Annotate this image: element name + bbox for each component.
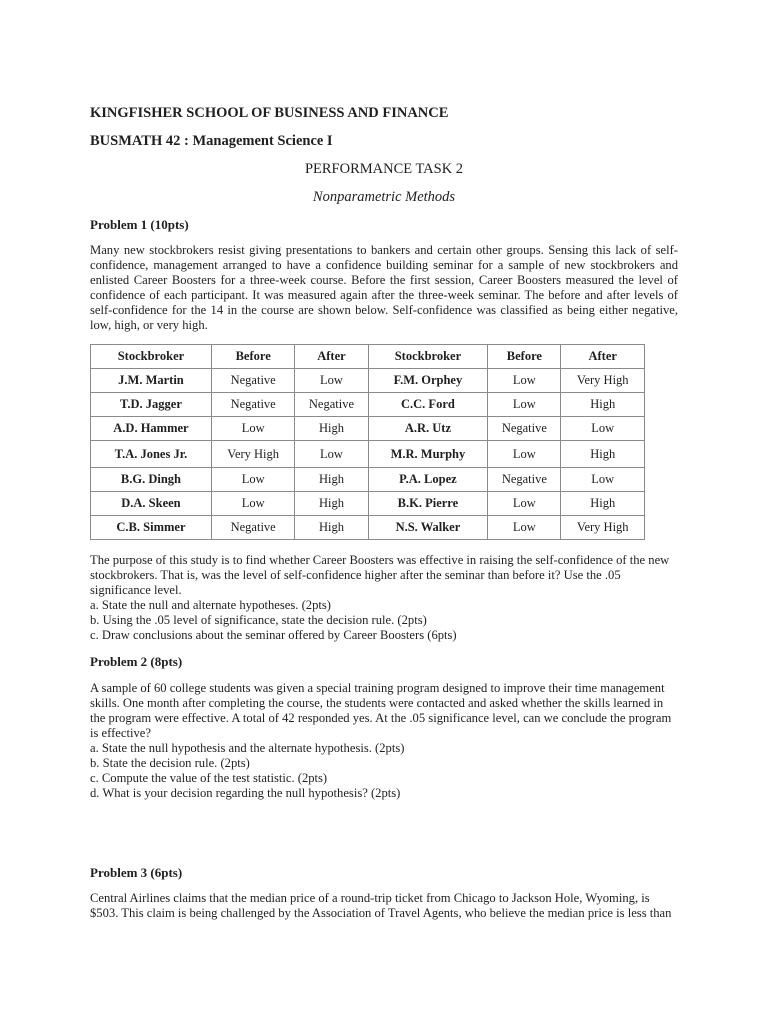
- table-cell: Very High: [561, 369, 645, 393]
- problem3-title: Problem 3 (6pts): [90, 865, 183, 880]
- table-cell: A.R. Utz: [368, 417, 488, 441]
- task-title: PERFORMANCE TASK 2: [304, 161, 464, 177]
- problem1-title: Problem 1 (10pts): [90, 217, 189, 232]
- table-cell: Low: [561, 468, 645, 492]
- table-row: [91, 492, 645, 516]
- table-cell: Low: [488, 441, 561, 468]
- problem2-item-c: c. Compute the value of the test statistic. (2pts): [90, 771, 328, 785]
- problem2-item-b: b. State the decision rule. (2pts): [90, 756, 250, 770]
- problem2-title: Problem 2 (8pts): [90, 654, 183, 669]
- table-cell: Very High: [211, 441, 295, 468]
- col-header: Stockbroker: [91, 345, 212, 369]
- table-cell: Negative: [211, 393, 295, 417]
- col-header: Stockbroker: [368, 345, 488, 369]
- problem1-item-c: c. Draw conclusions about the seminar offered by Career Boosters (6pts): [90, 628, 457, 642]
- table-cell: Negative: [488, 417, 561, 441]
- problem2-body: [90, 681, 678, 801]
- problem2-item-a: a. State the null hypothesis and the alternate hypothesis. (2pts): [90, 741, 405, 755]
- table-cell: P.A. Lopez: [368, 468, 488, 492]
- table-cell: Low: [488, 516, 561, 540]
- confidence-table: [90, 344, 645, 540]
- table-cell: C.B. Simmer: [91, 516, 212, 540]
- table-cell: Negative: [295, 393, 368, 417]
- table-header-row: [91, 345, 645, 369]
- course-title: BUSMATH 42 : Management Science I: [90, 133, 333, 149]
- table-cell: Low: [561, 417, 645, 441]
- table-cell: Low: [488, 393, 561, 417]
- table-row: [91, 441, 645, 468]
- table-row: [91, 468, 645, 492]
- table-cell: T.A. Jones Jr.: [91, 441, 212, 468]
- problem3-intro: Central Airlines claims that the median price of a round-trip ticket from Chicago to Jackson Hole, Wyoming, is $503. This claim is being challenged by the Association of Travel Agents, who believe the median price is less than: [90, 891, 672, 920]
- table-cell: High: [295, 417, 368, 441]
- table-cell: Very High: [561, 516, 645, 540]
- problem1-item-a: a. State the null and alternate hypotheses. (2pts): [90, 598, 331, 612]
- col-header: Before: [488, 345, 561, 369]
- table-cell: N.S. Walker: [368, 516, 488, 540]
- table-cell: Low: [211, 417, 295, 441]
- table-cell: Low: [211, 492, 295, 516]
- table-cell: Low: [211, 468, 295, 492]
- school-name: KINGFISHER SCHOOL OF BUSINESS AND FINANCE: [90, 105, 449, 121]
- table-row: [91, 417, 645, 441]
- table-cell: High: [561, 393, 645, 417]
- problem1-intro: Many new stockbrokers resist giving presentations to bankers and certain other groups. Sensing this lack of self-confidence, management arranged to have a confidence building seminar for a sample of new stockbrokers and enlisted Career Boosters for a three-week course. Before the first session, Career Boosters measured the level of confidence of each participant. It was measured again after the three-week seminar. The before and after levels of self-confidence for the 14 in the course are shown below. Self-confidence was classified as being either negative, low, high, or very high.: [90, 243, 678, 332]
- col-header: Before: [211, 345, 295, 369]
- task-subtitle: Nonparametric Methods: [312, 189, 456, 205]
- table-cell: High: [561, 492, 645, 516]
- table-cell: B.K. Pierre: [368, 492, 488, 516]
- table-cell: C.C. Ford: [368, 393, 488, 417]
- problem1-body: [90, 553, 678, 643]
- problem2-item-d: d. What is your decision regarding the null hypothesis? (2pts): [90, 786, 401, 800]
- table-cell: High: [295, 516, 368, 540]
- table-row: [91, 516, 645, 540]
- table-cell: Negative: [211, 516, 295, 540]
- table-cell: High: [295, 492, 368, 516]
- table-row: [91, 369, 645, 393]
- table-cell: B.G. Dingh: [91, 468, 212, 492]
- table-row: [91, 393, 645, 417]
- table-cell: M.R. Murphy: [368, 441, 488, 468]
- table-cell: Low: [295, 441, 368, 468]
- col-header: After: [561, 345, 645, 369]
- table-cell: High: [295, 468, 368, 492]
- col-header: After: [295, 345, 368, 369]
- table-cell: Low: [488, 492, 561, 516]
- table-cell: T.D. Jagger: [91, 393, 212, 417]
- table-cell: A.D. Hammer: [91, 417, 212, 441]
- table-cell: Low: [295, 369, 368, 393]
- problem1-purpose: The purpose of this study is to find whether Career Boosters was effective in raising the self-confidence of the new stockbrokers. That is, was the level of self-confidence higher after the seminar than before it? Use the .05 significance level.: [90, 553, 670, 597]
- table-cell: Negative: [211, 369, 295, 393]
- table-cell: D.A. Skeen: [91, 492, 212, 516]
- problem1-item-b: b. Using the .05 level of significance, state the decision rule. (2pts): [90, 613, 427, 627]
- table-cell: J.M. Martin: [91, 369, 212, 393]
- problem2-intro: A sample of 60 college students was given a special training program designed to improve their time management skills. One month after completing the course, the students were contacted and asked whether the skills learned in the program were effective. A total of 42 responded yes. At the .05 significance level, can we conclude the program is effective?: [90, 681, 672, 740]
- table-cell: Low: [488, 369, 561, 393]
- table-cell: F.M. Orphey: [368, 369, 488, 393]
- table-cell: Negative: [488, 468, 561, 492]
- table-cell: High: [561, 441, 645, 468]
